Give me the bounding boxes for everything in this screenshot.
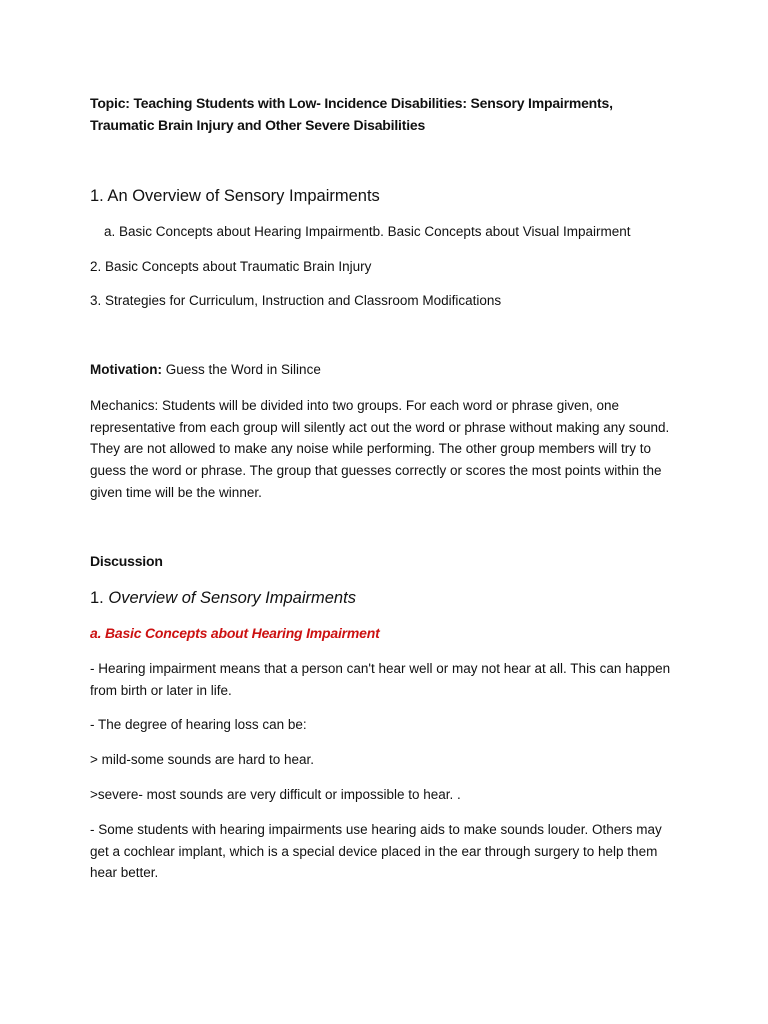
motivation-text: Guess the Word in Silince bbox=[162, 362, 321, 377]
section-title: Overview of Sensory Impairments bbox=[108, 589, 356, 607]
hearing-paragraph-3: > mild-some sounds are hard to hear. bbox=[90, 752, 314, 767]
hearing-paragraph-4: >severe- most sounds are very difficult or impossible to hear. . bbox=[90, 787, 461, 802]
outline-item-2: 2. Basic Concepts about Traumatic Brain Injury bbox=[90, 259, 372, 274]
hearing-paragraph-2: - The degree of hearing loss can be: bbox=[90, 717, 307, 732]
motivation-label: Motivation: bbox=[90, 362, 162, 377]
outline-item-a: a. Basic Concepts about Hearing Impairmentb. Basic Concepts about Visual Impairment bbox=[104, 224, 631, 239]
motivation-line bbox=[90, 359, 680, 381]
outline-item-3: 3. Strategies for Curriculum, Instruction and Classroom Modifications bbox=[90, 293, 502, 308]
discussion-heading: Discussion bbox=[90, 553, 163, 569]
mechanics-paragraph: Mechanics: Students will be divided into two groups. For each word or phrase given, one representative from each group will silently act out the word or phrase without making any sound. They are not allowed to make any noise while performing. The other group members will try to guess the word or phrase. The group that guesses correctly or scores the most points within the given time will be the winner. bbox=[90, 398, 670, 500]
hearing-paragraph-1: - Hearing impairment means that a person can't hear well or may not hear at all. This can happen from birth or later in life. bbox=[90, 661, 671, 698]
hearing-paragraph-5: - Some students with hearing impairments use hearing aids to make sounds louder. Others may get a cochlear implant, which is a special device placed in the ear through surgery to help them hear better. bbox=[90, 822, 662, 881]
outline-heading: 1. An Overview of Sensory Impairments bbox=[90, 187, 380, 205]
section-heading bbox=[90, 586, 680, 610]
section-number: 1. bbox=[90, 589, 109, 607]
subsection-heading: a. Basic Concepts about Hearing Impairment bbox=[90, 625, 380, 641]
topic-heading: Topic: Teaching Students with Low- Incidence Disabilities: Sensory Impairments, Traumatic Brain Injury and Other Severe Disabilities bbox=[90, 95, 613, 133]
